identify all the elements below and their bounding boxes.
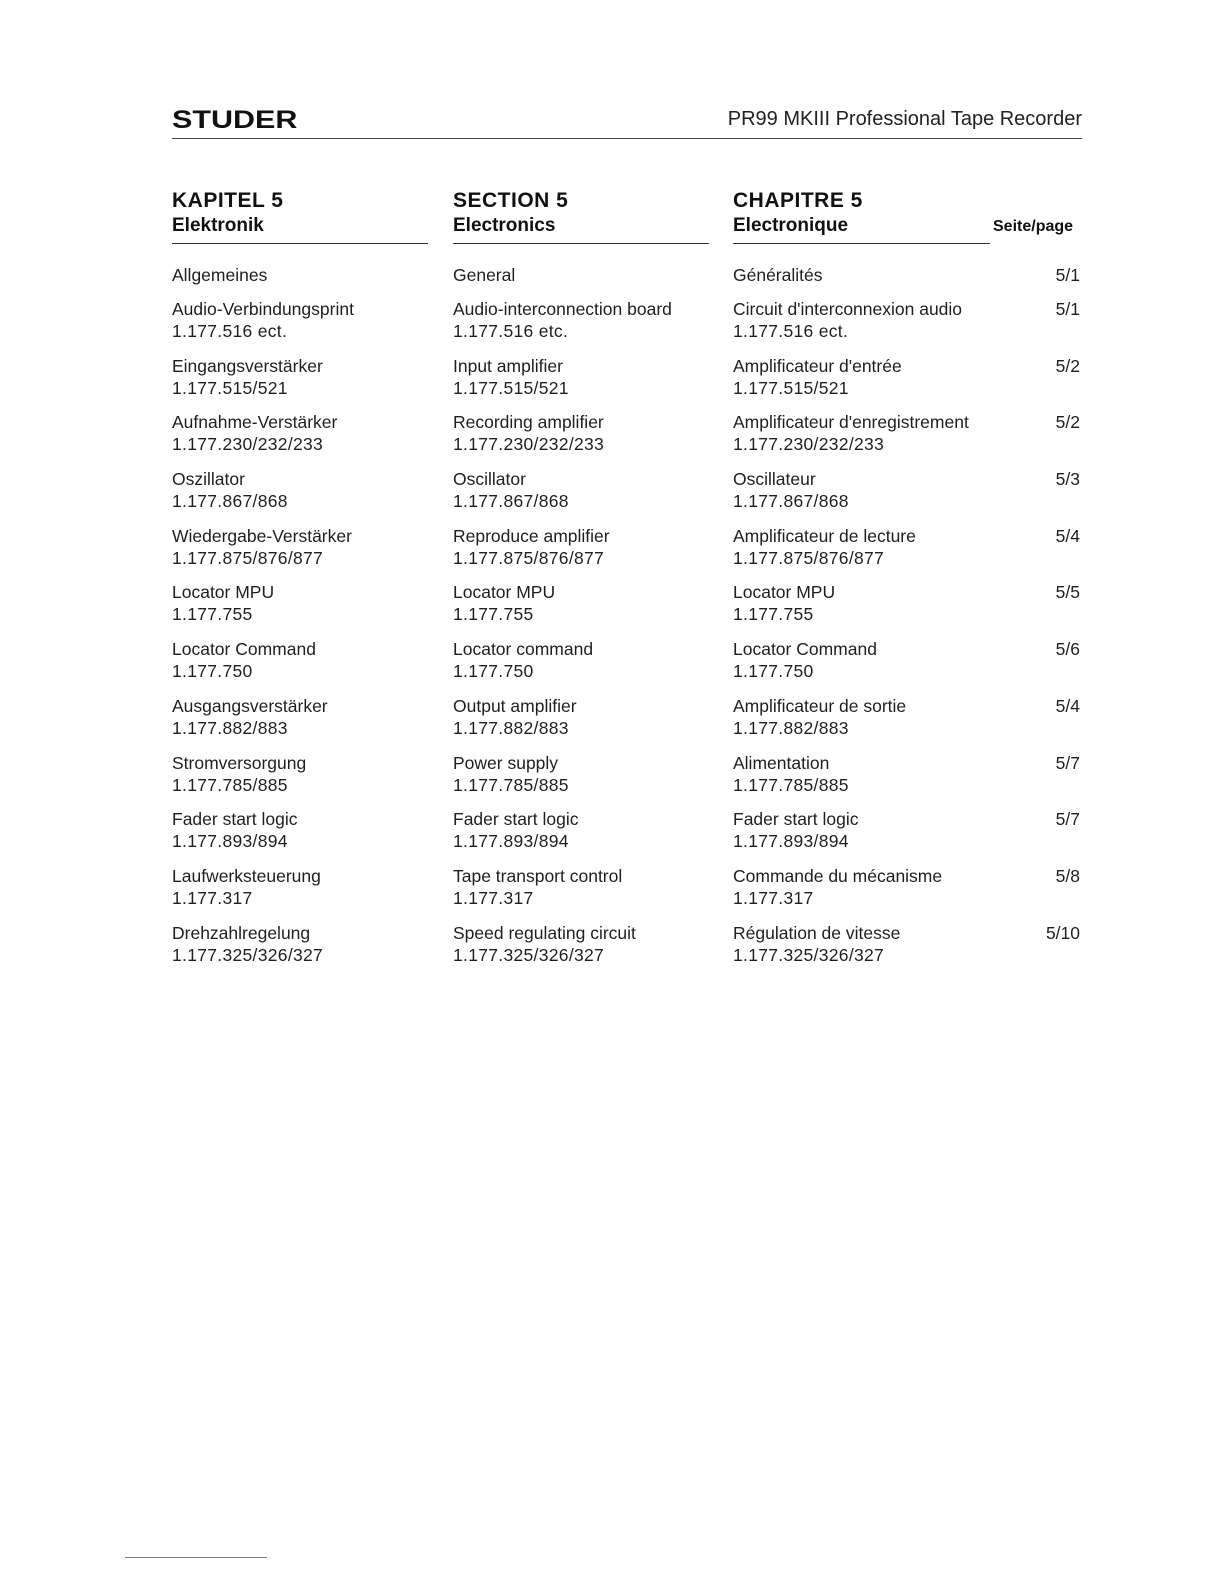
entry-german — [172, 264, 432, 298]
entry-french — [733, 525, 993, 582]
entry-title: Allgemeines — [172, 265, 268, 285]
entry-title: Amplificateur d'enregistrement — [733, 412, 969, 433]
part-number: 1.177.867/868 — [172, 491, 288, 512]
chapter-label: CHAPITRE 5 — [733, 189, 863, 212]
entry-title: Locator Command — [172, 639, 316, 660]
entry-title: Alimentation — [733, 752, 830, 773]
section-title: Elektronik — [172, 215, 264, 236]
entry-german — [172, 808, 432, 865]
page-number: 5/4 — [1055, 525, 1080, 546]
part-number: 1.177.867/868 — [453, 491, 569, 512]
part-number: 1.177.755 — [733, 604, 814, 625]
section-title: Electronique — [733, 215, 849, 236]
entry-title: General — [453, 265, 516, 285]
part-number: 1.177.325/326/327 — [733, 944, 885, 965]
page-number: 5/8 — [1055, 865, 1080, 886]
entry-english — [453, 638, 713, 695]
entry-english — [453, 264, 713, 298]
entry-title: Reproduce amplifier — [453, 525, 610, 546]
entry-title: Stromversorgung — [172, 752, 307, 773]
entry-german — [172, 525, 432, 582]
part-number: 1.177.755 — [453, 604, 534, 625]
page-number: 5/6 — [1055, 639, 1080, 660]
entry-title: Ausgangsverstärker — [172, 695, 328, 716]
entry-title: Oszillator — [172, 469, 245, 490]
part-number: 1.177.516 ect. — [172, 321, 288, 341]
entries-page-numbers — [1000, 264, 1080, 978]
column-english — [453, 188, 709, 244]
entry-title: Laufwerksteuerung — [172, 865, 321, 886]
entry-french — [733, 411, 993, 468]
entry-title: Eingangsverstärker — [172, 355, 323, 376]
entry-french — [733, 468, 993, 525]
entry-english — [453, 355, 713, 412]
entry-french — [733, 695, 993, 752]
entry-title: Généralités — [733, 265, 823, 285]
part-number: 1.177.875/876/877 — [453, 547, 605, 568]
entry-title: Drehzahlregelung — [172, 922, 311, 943]
part-number: 1.177.750 — [172, 661, 253, 682]
entry-german — [172, 752, 432, 809]
page-number: 5/10 — [1045, 922, 1080, 943]
part-number: 1.177.230/232/233 — [172, 434, 324, 455]
entry-title: Circuit d'interconnexion audio — [733, 299, 963, 319]
entry-title: Tape transport control — [453, 865, 623, 886]
chapter-label: SECTION 5 — [453, 189, 569, 212]
entry-german — [172, 865, 432, 922]
part-number: 1.177.893/894 — [172, 831, 288, 852]
footer-line — [125, 1557, 267, 1558]
part-number: 1.177.882/883 — [733, 717, 849, 738]
entry-english — [453, 525, 713, 582]
entry-title: Fader start logic — [172, 809, 298, 830]
entry-title: Oscillator — [453, 469, 526, 490]
entry-title: Audio-interconnection board — [453, 299, 672, 319]
entry-title: Input amplifier — [453, 355, 563, 376]
entry-german — [172, 922, 432, 979]
entry-title: Aufnahme-Verstärker — [172, 412, 338, 433]
part-number: 1.177.325/326/327 — [172, 944, 324, 965]
chapter-label: KAPITEL 5 — [172, 189, 284, 212]
part-number: 1.177.317 — [453, 887, 534, 908]
entry-german — [172, 468, 432, 525]
entry-title: Amplificateur de lecture — [733, 525, 916, 546]
entry-german — [172, 298, 432, 355]
entry-title: Locator command — [453, 639, 594, 660]
part-number: 1.177.785/885 — [453, 774, 569, 795]
entry-title: Locator MPU — [453, 582, 556, 603]
column-heading — [733, 188, 990, 244]
studer-logo: STUDER — [172, 106, 298, 134]
entry-title: Wiedergabe-Verstärker — [172, 525, 352, 546]
page-number: 5/5 — [1055, 582, 1080, 603]
entry-english — [453, 298, 713, 355]
document-title: PR99 MKIII Professional Tape Recorder — [727, 108, 1082, 130]
part-number: 1.177.515/521 — [172, 377, 288, 398]
part-number: 1.177.516 ect. — [733, 321, 849, 341]
entry-german — [172, 695, 432, 752]
page-number: 5/7 — [1055, 809, 1080, 830]
entry-french — [733, 922, 993, 979]
entry-title: Speed regulating circuit — [453, 922, 636, 943]
entry-english — [453, 808, 713, 865]
entry-title: Amplificateur de sortie — [733, 695, 907, 716]
entry-french — [733, 355, 993, 412]
page-number: 5/3 — [1055, 469, 1080, 490]
part-number: 1.177.875/876/877 — [172, 547, 324, 568]
page-number: 5/7 — [1055, 752, 1080, 773]
part-number: 1.177.750 — [733, 661, 814, 682]
page-column-heading: Seite/page — [993, 218, 1074, 235]
part-number: 1.177.230/232/233 — [733, 434, 885, 455]
entries-english — [453, 264, 713, 978]
column-heading — [453, 188, 709, 244]
part-number: 1.177.785/885 — [172, 774, 288, 795]
part-number: 1.177.516 etc. — [453, 321, 569, 341]
entry-english — [453, 468, 713, 525]
entry-title: Power supply — [453, 752, 559, 773]
page-number: 5/2 — [1055, 412, 1080, 433]
entry-french — [733, 581, 993, 638]
page-header — [172, 104, 1082, 139]
entry-title: Commande du mécanisme — [733, 865, 943, 886]
entry-french — [733, 638, 993, 695]
entry-title: Output amplifier — [453, 695, 577, 716]
part-number: 1.177.230/232/233 — [453, 434, 605, 455]
entry-title: Fader start logic — [453, 809, 579, 830]
entry-german — [172, 355, 432, 412]
entry-title: Locator MPU — [733, 582, 836, 603]
entry-french — [733, 298, 993, 355]
part-number: 1.177.867/868 — [733, 491, 849, 512]
entry-german — [172, 638, 432, 695]
entry-french — [733, 752, 993, 809]
entry-english — [453, 581, 713, 638]
entry-german — [172, 581, 432, 638]
part-number: 1.177.515/521 — [733, 377, 849, 398]
entries-french — [733, 264, 993, 978]
page-number: 5/1 — [1055, 299, 1080, 319]
part-number: 1.177.325/326/327 — [453, 944, 605, 965]
part-number: 1.177.893/894 — [733, 831, 849, 852]
entry-english — [453, 752, 713, 809]
entry-french — [733, 264, 993, 298]
entries-german — [172, 264, 432, 978]
part-number: 1.177.882/883 — [453, 717, 569, 738]
part-number: 1.177.882/883 — [172, 717, 288, 738]
part-number: 1.177.893/894 — [453, 831, 569, 852]
part-number: 1.177.750 — [453, 661, 534, 682]
entry-title: Régulation de vitesse — [733, 922, 901, 943]
entry-english — [453, 411, 713, 468]
entry-title: Oscillateur — [733, 469, 816, 490]
entry-title: Amplificateur d'entrée — [733, 355, 902, 376]
section-title: Electronics — [453, 215, 556, 236]
page-number: 5/4 — [1055, 695, 1080, 716]
entry-french — [733, 808, 993, 865]
entry-title: Recording amplifier — [453, 412, 604, 433]
entry-french — [733, 865, 993, 922]
part-number: 1.177.755 — [172, 604, 253, 625]
entry-title: Locator MPU — [172, 582, 275, 603]
page-number: 5/1 — [1055, 265, 1080, 285]
part-number: 1.177.317 — [172, 887, 253, 908]
page-number: 5/2 — [1055, 355, 1080, 376]
part-number: 1.177.785/885 — [733, 774, 849, 795]
entry-title: Locator Command — [733, 639, 877, 660]
entry-title: Audio-Verbindungsprint — [172, 299, 354, 319]
part-number: 1.177.875/876/877 — [733, 547, 885, 568]
part-number: 1.177.515/521 — [453, 377, 569, 398]
column-heading — [172, 188, 428, 244]
entry-title: Fader start logic — [733, 809, 859, 830]
part-number: 1.177.317 — [733, 887, 814, 908]
entry-german — [172, 411, 432, 468]
entry-english — [453, 922, 713, 979]
column-german — [172, 188, 428, 244]
entry-english — [453, 695, 713, 752]
entry-english — [453, 865, 713, 922]
